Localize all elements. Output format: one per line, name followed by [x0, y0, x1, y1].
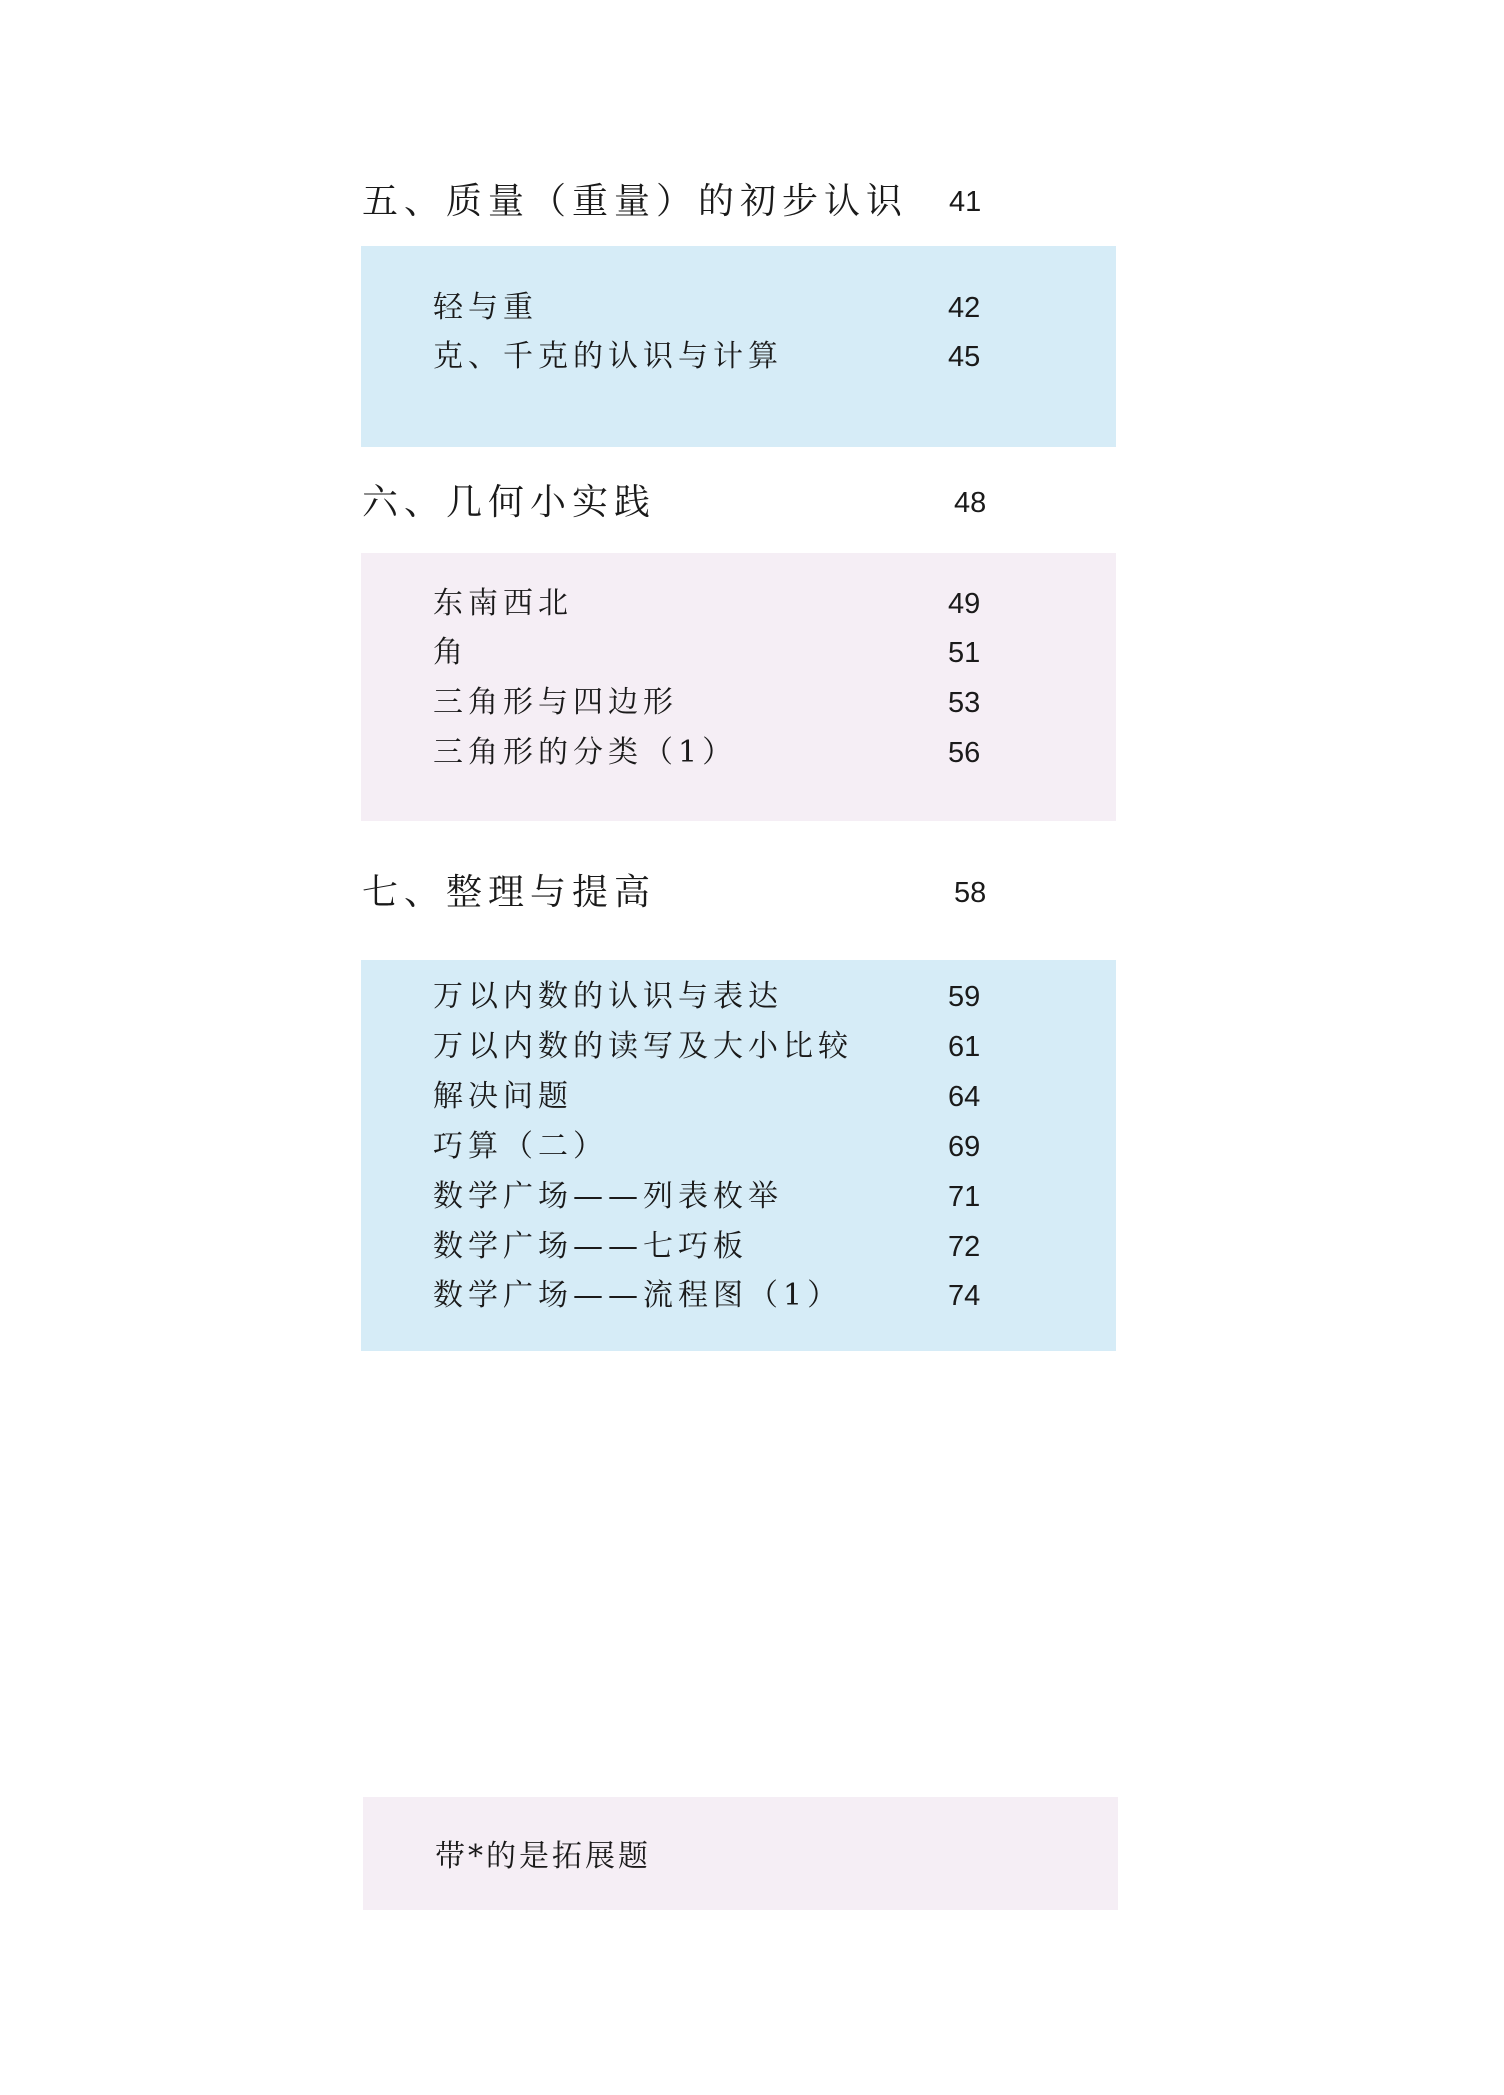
- chapter-6-lessons-box: [361, 553, 1116, 821]
- chapter-7-title: 七、整理与提高: [362, 872, 657, 913]
- toc-entry[interactable]: [433, 1225, 1073, 1269]
- toc-entry-title: 三角形与四边形: [433, 685, 678, 720]
- toc-entry-title: 巧算（二）: [433, 1129, 608, 1164]
- toc-entry-page: 42: [948, 292, 981, 324]
- toc-entry-page: 49: [948, 588, 981, 620]
- chapter-6-heading[interactable]: [362, 478, 987, 528]
- chapter-5-lessons-box: [361, 246, 1116, 447]
- extension-note-box: [363, 1797, 1118, 1910]
- toc-entry-page: 45: [948, 341, 981, 373]
- toc-entry-page: 71: [948, 1181, 981, 1213]
- toc-entry[interactable]: [433, 1125, 1073, 1169]
- chapter-7-heading[interactable]: [362, 868, 987, 918]
- toc-entry-page: 53: [948, 687, 981, 719]
- toc-entry-title: 三角形的分类（1）: [433, 735, 738, 770]
- toc-entry-page: 61: [948, 1031, 981, 1063]
- toc-entry-page: 51: [948, 637, 981, 669]
- toc-entry-title: 克、千克的认识与计算: [433, 339, 783, 374]
- toc-entry-page: 74: [948, 1280, 981, 1312]
- toc-entry-title: 数学广场——七巧板: [433, 1229, 748, 1264]
- chapter-5-heading[interactable]: [362, 177, 982, 227]
- toc-entry[interactable]: [433, 1274, 1073, 1318]
- toc-entry-page: 69: [948, 1131, 981, 1163]
- toc-entry-page: 72: [948, 1231, 981, 1263]
- toc-entry[interactable]: [433, 286, 1073, 330]
- toc-entry-page: 64: [948, 1081, 981, 1113]
- toc-entry-page: 56: [948, 737, 981, 769]
- toc-entry[interactable]: [433, 631, 1073, 675]
- chapter-5-page: 41: [949, 186, 982, 218]
- toc-entry-title: 数学广场——流程图（1）: [433, 1278, 843, 1313]
- toc-entry-title: 角: [433, 635, 468, 670]
- extension-note: 带*的是拓展题: [435, 1839, 651, 1874]
- toc-entry[interactable]: [433, 681, 1073, 725]
- toc-entry[interactable]: [433, 582, 1073, 626]
- toc-entry[interactable]: [433, 731, 1073, 775]
- toc-entry[interactable]: [433, 1075, 1073, 1119]
- chapter-6-title: 六、几何小实践: [362, 482, 657, 523]
- toc-entry[interactable]: [433, 335, 1073, 379]
- toc-entry[interactable]: [433, 1025, 1073, 1069]
- toc-entry-page: 59: [948, 981, 981, 1013]
- chapter-6-page: 48: [954, 487, 987, 519]
- toc-entry-title: 东南西北: [433, 586, 573, 621]
- chapter-5-title: 五、质量（重量）的初步认识: [362, 181, 909, 222]
- toc-entry-title: 轻与重: [433, 290, 538, 325]
- chapter-7-lessons-box: [361, 960, 1116, 1351]
- toc-entry-title: 解决问题: [433, 1079, 573, 1114]
- toc-entry-title: 万以内数的认识与表达: [433, 979, 783, 1014]
- toc-entry-title: 数学广场——列表枚举: [433, 1179, 783, 1214]
- toc-entry[interactable]: [433, 975, 1073, 1019]
- chapter-7-page: 58: [954, 877, 987, 909]
- toc-entry[interactable]: [433, 1175, 1073, 1219]
- toc-entry-title: 万以内数的读写及大小比较: [433, 1029, 853, 1064]
